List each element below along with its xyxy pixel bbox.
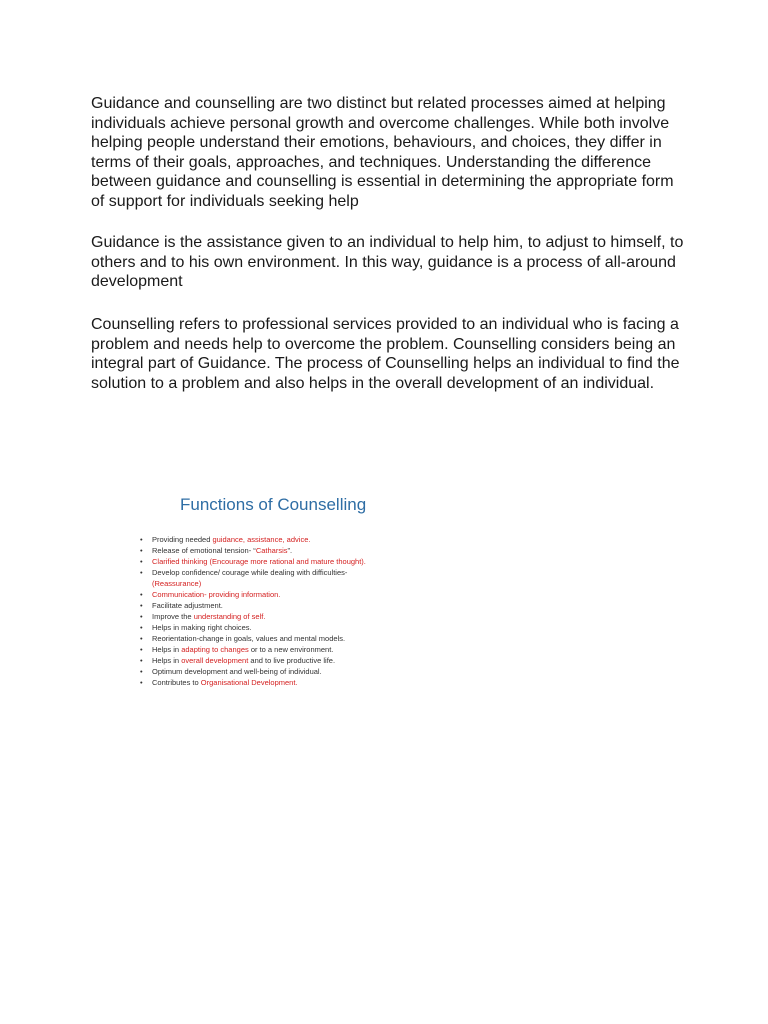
bullet-icon: • bbox=[140, 623, 143, 632]
paragraph-intro: Guidance and counselling are two distinct but related processes aimed at helping individuals achieve personal growth and overcome challenges. While both involve helping people understand their emotions, behaviours, and choices, they differ in terms of their goals, approaches, and techniques. Understanding the difference between guidance and counselling is essential in determining the appropriate form of support for individuals seeking help bbox=[91, 95, 674, 210]
function-item bbox=[140, 666, 366, 677]
item-highlight: Organisational Development. bbox=[200, 678, 298, 687]
item-highlight: Communication- providing information. bbox=[152, 590, 281, 599]
function-item bbox=[140, 633, 366, 644]
function-item bbox=[140, 611, 366, 622]
function-item bbox=[140, 600, 366, 611]
item-text-after: or to a new environment. bbox=[248, 645, 334, 654]
function-item bbox=[140, 534, 366, 545]
function-item bbox=[140, 655, 366, 666]
function-item bbox=[140, 567, 366, 589]
bullet-icon: • bbox=[140, 656, 143, 665]
bullet-icon: • bbox=[140, 678, 143, 687]
item-highlight: adapting to changes bbox=[181, 645, 249, 654]
item-highlight: understanding of self. bbox=[193, 612, 266, 621]
item-text-after: ”. bbox=[287, 546, 293, 555]
bullet-icon: • bbox=[140, 557, 143, 566]
item-highlight: Catharsis bbox=[255, 546, 288, 555]
item-text: Helps in making right choices. bbox=[152, 623, 252, 632]
item-text: Optimum development and well-being of individual. bbox=[152, 667, 322, 676]
paragraph-guidance: Guidance is the assistance given to an individual to help him, to adjust to himself, to others and to his own environment. In this way, guidance is a process of all-around development bbox=[91, 234, 684, 290]
item-text: Improve the bbox=[152, 612, 194, 621]
item-highlight: overall development bbox=[181, 656, 249, 665]
function-item bbox=[140, 556, 366, 567]
figure-title: Functions of Counselling bbox=[180, 495, 367, 514]
item-text: Helps in bbox=[152, 656, 182, 665]
item-text: Develop confidence/ courage while dealing with difficulties- bbox=[152, 568, 348, 577]
item-text: Providing needed bbox=[152, 535, 213, 544]
bullet-icon: • bbox=[140, 546, 143, 555]
item-text: Facilitate adjustment. bbox=[152, 601, 223, 610]
bullet-icon: • bbox=[140, 612, 143, 621]
item-text: Release of emotional tension- “ bbox=[152, 546, 256, 555]
item-text-after: and to live productive life. bbox=[248, 656, 336, 665]
item-highlight-line2: (Reassurance) bbox=[152, 579, 202, 588]
function-item bbox=[140, 589, 366, 600]
item-highlight: Clarified thinking (Encourage more rational and mature thought). bbox=[152, 557, 366, 566]
functions-list bbox=[140, 534, 366, 688]
item-text: Helps in bbox=[152, 645, 182, 654]
bullet-icon: • bbox=[140, 667, 143, 676]
bullet-icon: • bbox=[140, 634, 143, 643]
paragraph-counselling: Counselling refers to professional services provided to an individual who is facing a problem and needs help to overcome the problem. Counselling considers being an integral part of Guidance. The process of Counselling helps an individual to find the solution to a problem and also helps in the overall development of an individual. bbox=[91, 316, 680, 392]
item-highlight: guidance, assistance, advice. bbox=[212, 535, 311, 544]
bullet-icon: • bbox=[140, 601, 143, 610]
bullet-icon: • bbox=[140, 568, 143, 577]
function-item bbox=[140, 677, 366, 688]
function-item bbox=[140, 644, 366, 655]
function-item bbox=[140, 622, 366, 633]
functions-of-counselling-figure bbox=[135, 490, 425, 690]
bullet-icon: • bbox=[140, 535, 143, 544]
item-text: Contributes to bbox=[152, 678, 201, 687]
bullet-icon: • bbox=[140, 590, 143, 599]
function-item bbox=[140, 545, 366, 556]
item-text: Reorientation-change in goals, values and mental models. bbox=[152, 634, 346, 643]
bullet-icon: • bbox=[140, 645, 143, 654]
